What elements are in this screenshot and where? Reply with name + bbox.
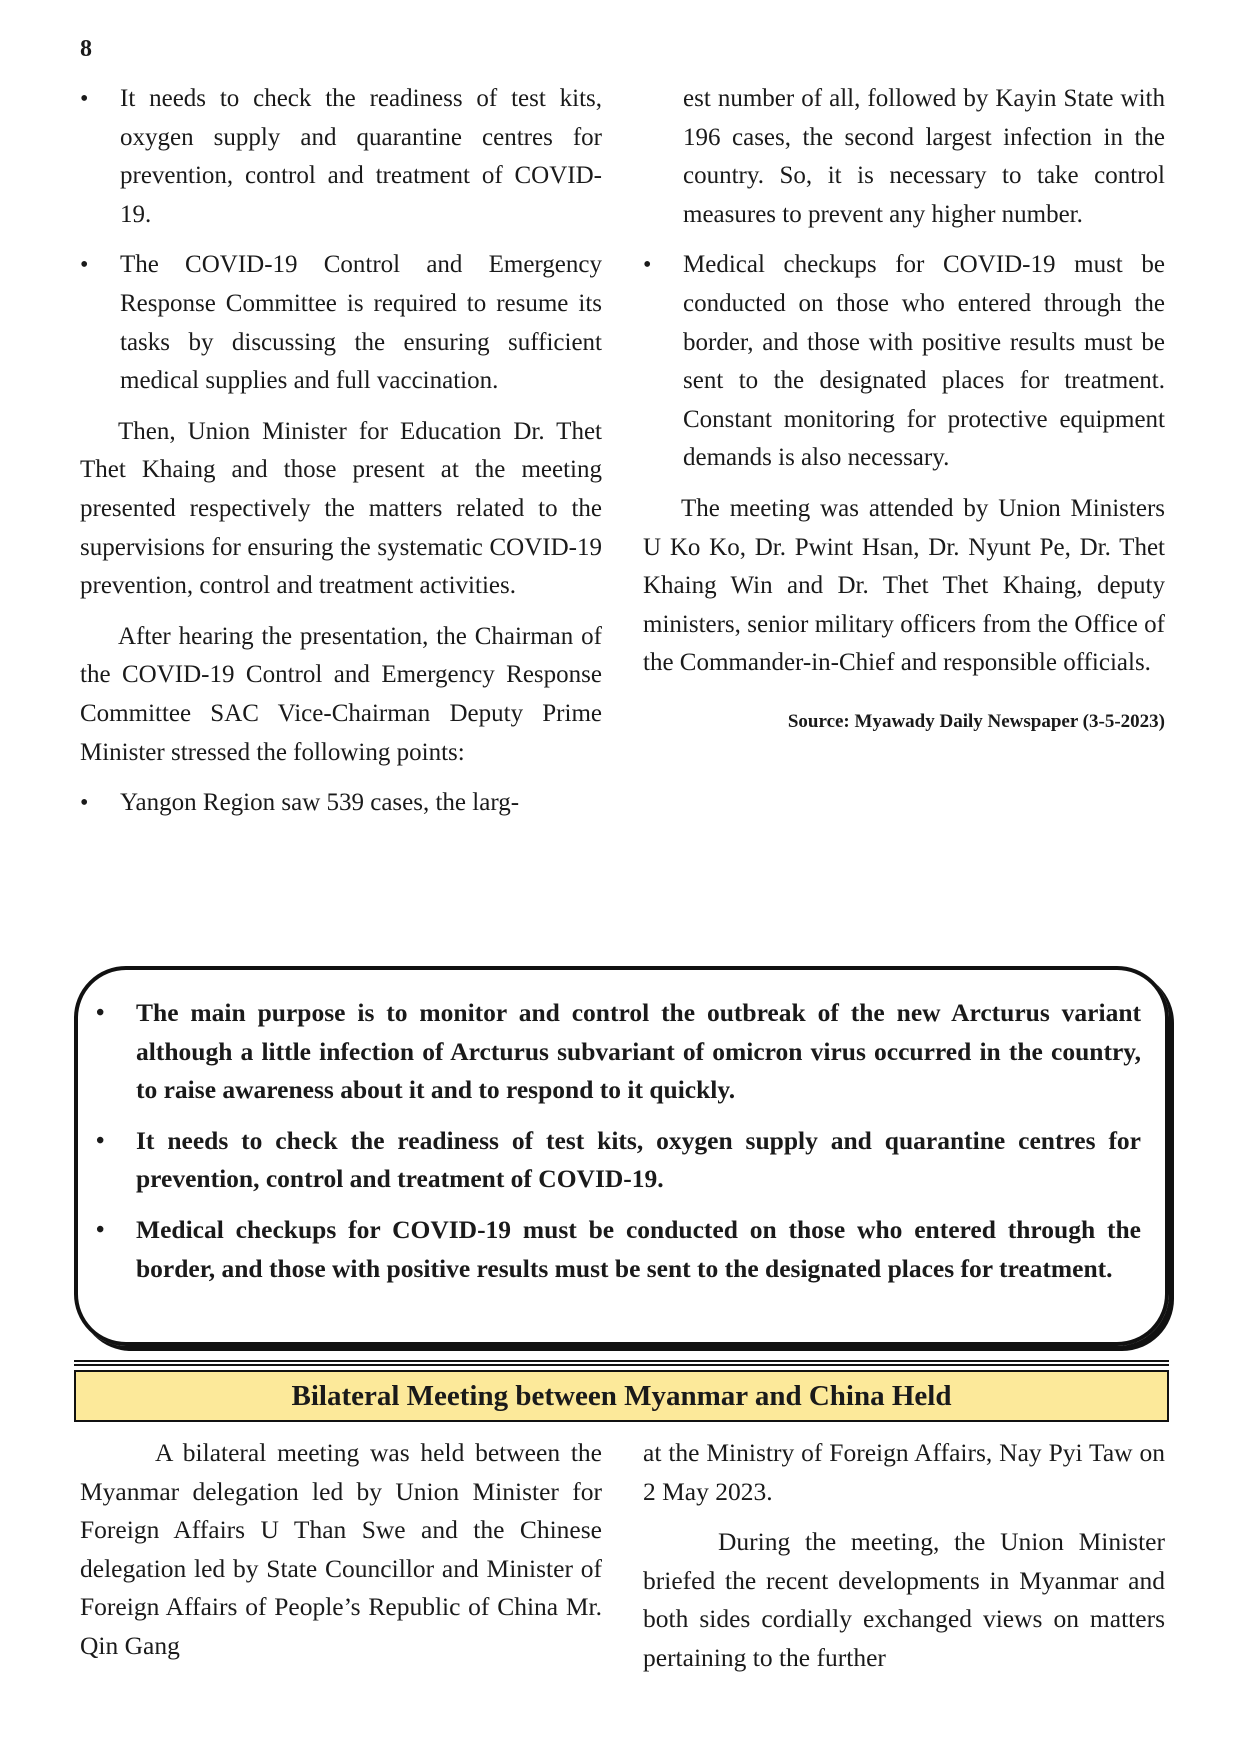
lower-left-column bbox=[80, 1434, 602, 1678]
paragraph: at the Ministry of Foreign Affairs, Nay Pyi Taw on 2 May 2023. bbox=[643, 1438, 1165, 1506]
paragraph: After hearing the presentation, the Chairman of the COVID-19 Control and Emergency Response Committee SAC Vice-Chairman Deputy Prime Minister stressed the following points: bbox=[80, 622, 602, 766]
summary-list bbox=[96, 994, 1141, 1288]
section-heading-title: Bilateral Meeting between Myanmar and China Held bbox=[74, 1370, 1169, 1422]
paragraph: Then, Union Minister for Education Dr. Thet Thet Khaing and those present at the meeting presented respectively the matters related to the supervisions for ensuring the systematic COVID-19 prevention, control and treatment activities. bbox=[80, 417, 602, 600]
section-heading bbox=[74, 1360, 1169, 1426]
lower-right-column bbox=[643, 1434, 1165, 1690]
summary-item: • It needs to check the readiness of test kits, oxygen supply and quarantine centres for prevention, control and treatment of COVID-19. bbox=[96, 1122, 1141, 1199]
bullet-item: • The COVID-19 Control and Emergency Response Committee is required to resume its tasks by discussing the ensuring sufficient medical supplies and full vaccination. bbox=[80, 246, 602, 400]
bullet-list-bottom bbox=[80, 784, 602, 823]
continued-bullet-text: est number of all, followed by Kayin State with 196 cases, the second largest infection in the country. So, it is necessary to take control measures to prevent any higher number. bbox=[683, 85, 1165, 228]
source-credit: Source: Myawady Daily Newspaper (3-5-2023) bbox=[787, 710, 1165, 732]
bullet-list-top bbox=[80, 80, 602, 401]
bullet-item: • Medical checkups for COVID-19 must be conducted on those who entered through the border, and those with positive results must be sent to the designated places for treatment. Constant monitoring for protective equipment demands is also necessary. bbox=[643, 246, 1165, 478]
paragraph: A bilateral meeting was held between the Myanmar delegation led by Union Minister for Foreign Affairs U Than Swe and the Chinese delegation led by State Councillor and Minister of Foreign Affairs of People’s Republic of China Mr. Qin Gang bbox=[80, 1438, 602, 1660]
paragraph: The meeting was attended by Union Ministers U Ko Ko, Dr. Pwint Hsan, Dr. Nyunt Pe, Dr. Thet Khaing Win and Dr. Thet Thet Khaing, deputy ministers, senior military officers from the Office of the Commander-in-Chief and responsible officials. bbox=[643, 494, 1165, 677]
summary-item: • The main purpose is to monitor and control the outbreak of the new Arcturus variant although a little infection of Arcturus subvariant of omicron virus occurred in the country, to raise awareness about it and to respond to it quickly. bbox=[96, 994, 1141, 1110]
paragraph: During the meeting, the Union Minister briefed the recent developments in Myanmar and both sides cordially exchanged views on matters pertaining to the further bbox=[643, 1527, 1165, 1672]
summary-item: • Medical checkups for COVID-19 must be conducted on those who entered through the border, and those with positive results must be sent to the designated places for treatment. bbox=[96, 1211, 1141, 1288]
right-column bbox=[643, 80, 1165, 735]
left-column bbox=[80, 80, 602, 835]
summary-box bbox=[74, 966, 1169, 1346]
bullet-item: • It needs to check the readiness of test kits, oxygen supply and quarantine centres for prevention, control and treatment of COVID-19. bbox=[80, 80, 602, 234]
bullet-item: • Yangon Region saw 539 cases, the larg- bbox=[80, 784, 602, 823]
page-number: 8 bbox=[80, 36, 92, 62]
bullet-list-right bbox=[643, 246, 1165, 478]
